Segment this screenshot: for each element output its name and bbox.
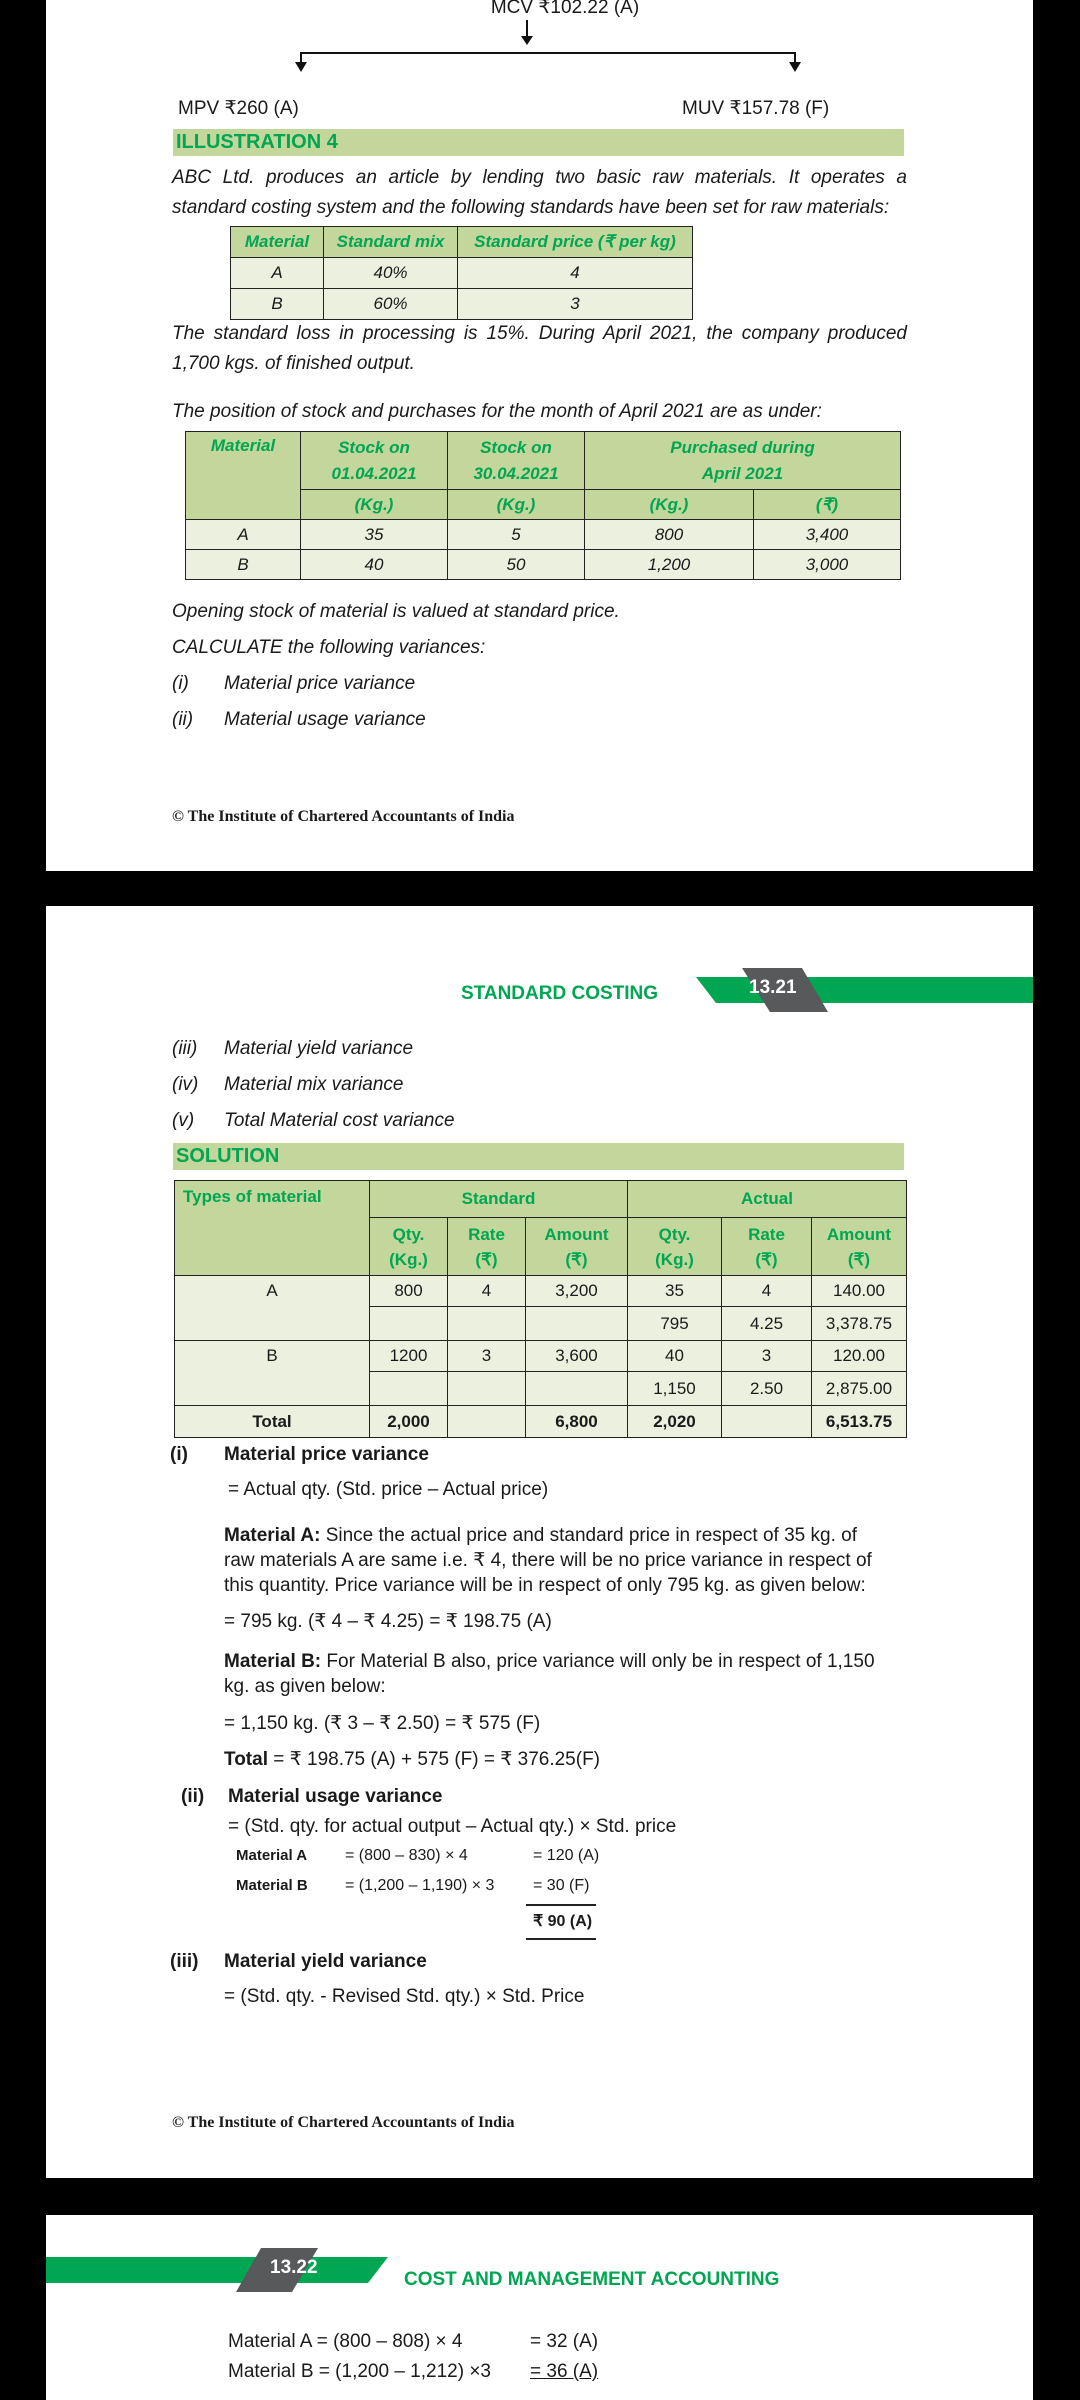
header-line: 30.04.2021 (473, 463, 559, 483)
text: = ₹ 198.75 (A) + 575 (F) = ₹ 376.25(F) (273, 1749, 601, 1770)
cell: 2.50 (722, 1372, 812, 1406)
col-header: Standard price (₹ per kg) (458, 227, 693, 258)
label: Total (224, 1749, 268, 1770)
cell: 3 (448, 1341, 526, 1372)
cell: 800 (585, 520, 754, 550)
unit-header: (Kg.) (301, 490, 448, 520)
sum-rule (526, 1904, 596, 1906)
cell: 60% (324, 289, 458, 320)
header-line: (Kg.) (389, 1249, 428, 1269)
header-line: Rate (748, 1224, 785, 1244)
cell: A (175, 1276, 370, 1341)
sub-header (370, 1218, 448, 1276)
cell: 40 (301, 550, 448, 580)
cell: 5 (448, 520, 585, 550)
header-line: Rate (468, 1224, 505, 1244)
header-band-icon (46, 2248, 391, 2292)
header-line: Qty. (392, 1224, 425, 1244)
sum-rule (526, 1938, 596, 1940)
section-number: (ii) (181, 1786, 205, 1807)
green-band (696, 977, 1033, 1003)
sub-header (722, 1218, 812, 1276)
unit-header: (₹) (754, 490, 901, 520)
muv-row-label: Material B (236, 1877, 308, 1894)
cell (722, 1406, 812, 1438)
myv-formula: = (Std. qty. - Revised Std. qty.) × Std. Price (224, 1986, 585, 2007)
cell: 4 (448, 1276, 526, 1307)
task-label: Material mix variance (224, 1074, 404, 1095)
unit-header: (Kg.) (585, 490, 754, 520)
cell: 4 (458, 258, 693, 289)
sub-header (812, 1218, 907, 1276)
loss-line-2: 1,700 kgs. of finished output. (172, 353, 415, 374)
standards-table (230, 226, 693, 320)
cell: B (175, 1341, 370, 1406)
table-row (175, 1276, 907, 1307)
intro-line-1: ABC Ltd. produces an article by lending two basic raw materials. It operates a (172, 167, 907, 188)
running-header-title: STANDARD COSTING (461, 983, 659, 1004)
cell: 120.00 (812, 1341, 907, 1372)
cell: 40 (628, 1341, 722, 1372)
mpv-material-b-line1 (224, 1650, 906, 1674)
col-header: Standard mix (324, 227, 458, 258)
col-header-purchased (585, 432, 901, 490)
muv-row-expr: = (800 – 830) × 4 (345, 1847, 468, 1864)
mpv-material-a-line3: this quantity. Price variance will be in respect of only 795 kg. as given below: (224, 1575, 866, 1596)
cell (526, 1372, 628, 1406)
header-line: (₹) (565, 1249, 588, 1269)
document-page-2 (46, 906, 1033, 2178)
cell: 35 (301, 520, 448, 550)
muv-row-label: Material A (236, 1847, 308, 1864)
text: For Material B also, price variance will only be in respect of 1,150 (326, 1651, 875, 1672)
green-band (46, 2257, 388, 2283)
cell: 3,000 (754, 550, 901, 580)
cell (526, 1307, 628, 1341)
illustration-heading: ILLUSTRATION 4 (173, 129, 904, 156)
muv-total: ₹ 90 (A) (533, 1913, 593, 1930)
mpv-material-a-line1 (224, 1524, 906, 1548)
stock-table (185, 431, 901, 580)
task-label: Material price variance (224, 673, 416, 694)
myv-row-result: = 36 (A) (530, 2361, 599, 2382)
col-header-closing (448, 432, 585, 490)
col-header-standard: Standard (370, 1181, 628, 1218)
task-number: (iv) (172, 1074, 199, 1095)
mpv-formula: = Actual qty. (Std. price – Actual price) (228, 1479, 549, 1500)
cell: 1200 (370, 1341, 448, 1372)
solution-table (174, 1180, 907, 1438)
task-number: (v) (172, 1110, 195, 1131)
muv-row-expr: = (1,200 – 1,190) × 3 (345, 1877, 495, 1894)
tree-right-muv: MUV ₹157.78 (F) (682, 98, 830, 119)
document-page-3 (46, 2215, 1033, 2400)
cell: 6,800 (526, 1406, 628, 1438)
cell: 40% (324, 258, 458, 289)
task-number: (ii) (172, 709, 194, 730)
sub-header (448, 1218, 526, 1276)
cell: 2,875.00 (812, 1372, 907, 1406)
header-line: 01.04.2021 (331, 463, 417, 483)
header-line: (₹) (847, 1249, 871, 1269)
header-line: Amount (544, 1224, 609, 1244)
solution-heading: SOLUTION (173, 1143, 904, 1170)
header-line: (₹) (475, 1249, 498, 1269)
document-page-1 (46, 0, 1033, 871)
cell: B (186, 550, 301, 580)
table-row (186, 520, 901, 550)
mpv-material-a-line2: raw materials A are same i.e. ₹ 4, there will be no price variance in respect of (224, 1550, 872, 1571)
cell: 140.00 (812, 1276, 907, 1307)
task-number: (i) (172, 673, 189, 694)
cell (448, 1307, 526, 1341)
task-label: Total Material cost variance (224, 1110, 455, 1131)
table-row (186, 550, 901, 580)
header-band-icon (696, 968, 1033, 1012)
cell (448, 1406, 526, 1438)
col-header-actual: Actual (628, 1181, 907, 1218)
header-line: Qty. (658, 1224, 691, 1244)
mpv-total (224, 1748, 600, 1772)
header-line: Stock on (480, 437, 552, 457)
sub-header (526, 1218, 628, 1276)
muv-row-result: = 30 (F) (533, 1877, 590, 1894)
cell: 35 (628, 1276, 722, 1307)
mpv-material-b-line2: kg. as given below: (224, 1676, 386, 1697)
header-line: (₹) (755, 1249, 778, 1269)
stock-intro: The position of stock and purchases for the month of April 2021 are as under: (172, 401, 822, 422)
header-line: April 2021 (701, 463, 784, 483)
running-header-title: COST AND MANAGEMENT ACCOUNTING (404, 2269, 780, 2290)
myv-row-expr: Material B = (1,200 – 1,212) ×3 (228, 2361, 491, 2382)
arrowhead-left-icon (295, 62, 307, 72)
col-header: Material (231, 227, 324, 258)
cell: A (231, 258, 324, 289)
cell: 2,000 (370, 1406, 448, 1438)
cell: 3,200 (526, 1276, 628, 1307)
cell: 50 (448, 550, 585, 580)
text: Since the actual price and standard price in respect of 35 kg. of (325, 1525, 857, 1546)
cell: 3,378.75 (812, 1307, 907, 1341)
loss-line-1: The standard loss in processing is 15%. During April 2021, the company produced (172, 323, 907, 344)
task-number: (iii) (172, 1038, 198, 1059)
task-label: Material yield variance (224, 1038, 414, 1059)
cell: 795 (628, 1307, 722, 1341)
tree-root-mcv: MCV ₹102.22 (A) (490, 0, 640, 18)
cell: 800 (370, 1276, 448, 1307)
cell (370, 1372, 448, 1406)
section-title-myv: Material yield variance (224, 1951, 427, 1972)
page-number: 13.22 (270, 2257, 318, 2278)
page-footer: © The Institute of Chartered Accountants of India (172, 808, 515, 825)
cell: 1,200 (585, 550, 754, 580)
mpv-material-a-calc: = 795 kg. (₹ 4 – ₹ 4.25) = ₹ 198.75 (A) (224, 1611, 552, 1632)
intro-line-2: standard costing system and the following standards have been set for raw materials: (172, 197, 890, 218)
table-total-row (175, 1406, 907, 1438)
arrowhead-icon (521, 36, 533, 45)
table-row (231, 258, 693, 289)
myv-row-result: = 32 (A) (530, 2331, 599, 2352)
cell: 3,400 (754, 520, 901, 550)
cell: 6,513.75 (812, 1406, 907, 1438)
opening-note: Opening stock of material is valued at standard price. (172, 601, 620, 622)
cell: 4 (722, 1276, 812, 1307)
arrowhead-right-icon (789, 62, 801, 72)
cell: 2,020 (628, 1406, 722, 1438)
col-header-material: Material (186, 432, 301, 520)
sub-header (628, 1218, 722, 1276)
section-number: (iii) (170, 1951, 199, 1972)
section-number: (i) (170, 1444, 188, 1465)
header-line: (Kg.) (655, 1249, 694, 1269)
header-line: Amount (826, 1224, 892, 1244)
cell: A (186, 520, 301, 550)
cell: B (231, 289, 324, 320)
cell: 3 (722, 1341, 812, 1372)
cell (448, 1372, 526, 1406)
cell: Total (175, 1406, 370, 1438)
cell: 1,150 (628, 1372, 722, 1406)
tree-left-mpv: MPV ₹260 (A) (178, 98, 299, 119)
header-line: Purchased during (670, 437, 815, 457)
header-line: Stock on (338, 437, 410, 457)
label: Material A: (224, 1525, 321, 1546)
cell: 3 (458, 289, 693, 320)
section-title-mpv: Material price variance (224, 1444, 429, 1465)
calculate-instruction: CALCULATE the following variances: (172, 637, 486, 658)
muv-formula: = (Std. qty. for actual output – Actual qty.) × Std. price (228, 1816, 677, 1837)
mpv-material-b-calc: = 1,150 kg. (₹ 3 – ₹ 2.50) = ₹ 575 (F) (224, 1713, 541, 1734)
tree-branch-line (300, 52, 794, 54)
section-title-muv: Material usage variance (228, 1786, 443, 1807)
label: Material B: (224, 1651, 322, 1672)
table-row (175, 1341, 907, 1372)
task-label: Material usage variance (224, 709, 426, 730)
col-header-type: Types of material (175, 1181, 370, 1276)
cell: 3,600 (526, 1341, 628, 1372)
col-header-opening (301, 432, 448, 490)
table-row (231, 289, 693, 320)
muv-row-result: = 120 (A) (533, 1847, 600, 1864)
cell (370, 1307, 448, 1341)
myv-row-expr: Material A = (800 – 808) × 4 (228, 2331, 463, 2352)
cell: 4.25 (722, 1307, 812, 1341)
page-number: 13.21 (749, 977, 797, 998)
unit-header: (Kg.) (448, 490, 585, 520)
page-footer: © The Institute of Chartered Accountants of India (172, 2114, 515, 2131)
